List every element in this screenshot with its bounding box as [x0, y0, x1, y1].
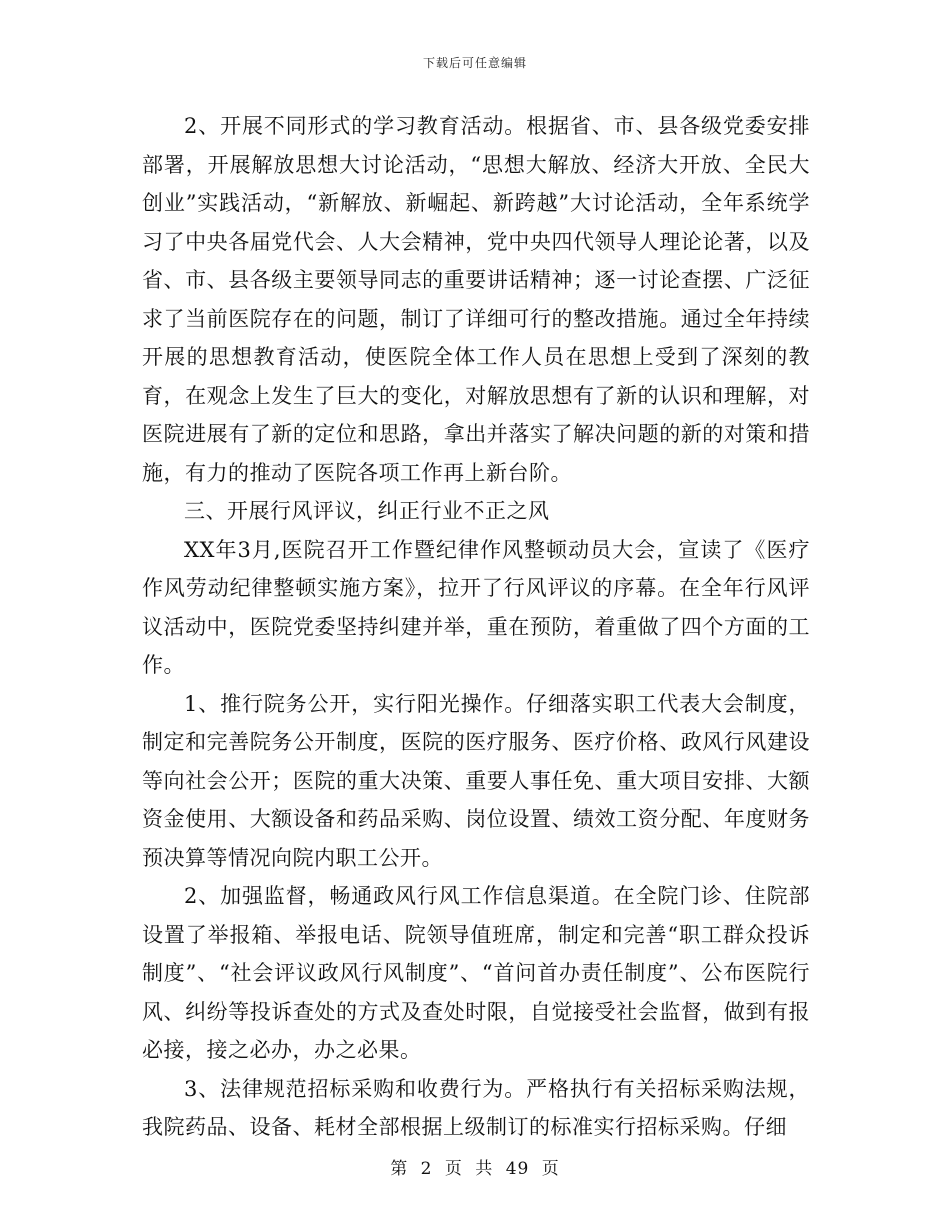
page-number-footer: 第 2 页 共 49 页 [390, 1159, 560, 1179]
paragraph-supervision: 2、加强监督，畅通政风行风工作信息渠道。在全院门诊、住院部设置了举报箱、举报电话、院领导值班席，制定和完善“职工群众投诉制度”、“社会评议政风行风制度”、“首问首办责任制度”、公布医院行风、纠纷等投诉查处的方式及查处时限，自觉接受社会监督，做到有报必接，接之必办，办之必果。 [142, 884, 810, 1062]
section-heading-conduct-review: 三、开展行风评议，纠正行业不正之风 [184, 499, 550, 523]
header-note: 下载后可任意编辑 [422, 56, 527, 70]
paragraph-study-activities: 2、开展不同形式的学习教育活动。根据省、市、县各级党委安排部署，开展解放思想大讨论活动，“思想大解放、经济大开放、全民大创业”实践活动，“新解放、新崛起、新跨越”大讨论活动，全年系统学习了中央各届党代会、人大会精神，党中央四代领导人理论论著，以及省、市、县各级主要领导同志的重要讲话精神；逐一讨论查摆、广泛征求了当前医院存在的问题，制订了详细可行的整改措施。通过全年持续开展的思想教育活动，使医院全体工作人员在思想上受到了深刻的教育，在观念上发生了巨大的变化，对解放思想有了新的认识和理解，对医院进展有了新的定位和思路，拿出并落实了解决问题的新的对策和措施，有力的推动了医院各项工作再上新台阶。 [142, 114, 810, 485]
paragraph-open-affairs: 1、推行院务公开，实行阳光操作。仔细落实职工代表大会制度，制定和完善院务公开制度，医院的医疗服务、医疗价格、政风行风建设等向社会公开；医院的重大决策、重要人事任免、重大项目安排、大额资金使用、大额设备和药品采购、岗位设置、绩效工资分配、年度财务预决算等情况向院内职工公开。 [142, 691, 810, 870]
paragraph-procurement: 3、法律规范招标采购和收费行为。严格执行有关招标采购法规，我院药品、设备、耗材全部根据上级制订的标准实行招标采购。仔细 [142, 1076, 810, 1139]
paragraph-review-kickoff: XX年3月,医院召开工作暨纪律作风整顿动员大会，宣读了《医疗作风劳动纪律整顿实施方案》，拉开了行风评议的序幕。在全年行风评议活动中，医院党委坚持纠建并举，重在预防，着重做了四个方面的工作。 [142, 537, 810, 677]
document-body [142, 107, 810, 1147]
